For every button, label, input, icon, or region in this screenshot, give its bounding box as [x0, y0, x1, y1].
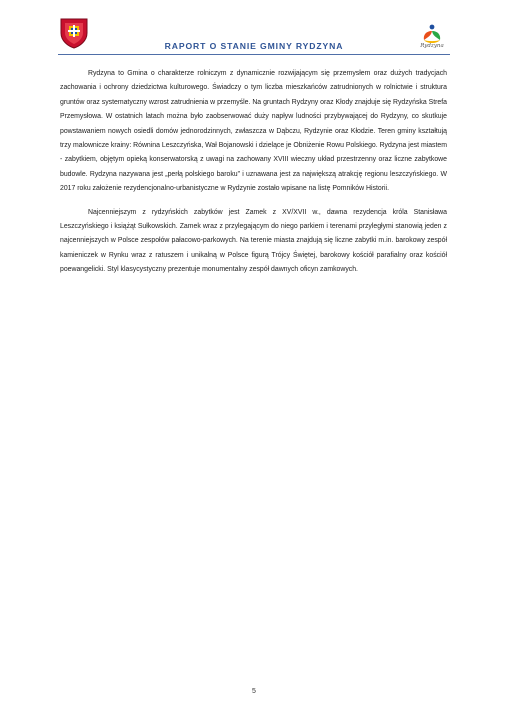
- paragraph-monuments: Najcenniejszym z rydzyńskich zabytków jest Zamek z XV/XVII w., dawna rezydencja króla Stanisława Leszczyńskiego i książąt Sułkowskich. Zamek wraz z przylegającym do niego parkiem i terenami przyległymi stanowią jeden z najcenniejszych w Polsce zespołów pałacowo-parkowych. Na terenie miasta znajdują się liczne zabytki m.in. barokowy zespół kamieniczek w Rynku wraz z ratuszem i unikalną w Polsce figurą Trójcy Świętej, barokowy kościół parafialny oraz kościół poewangelicki. Styl klasycystyczny prezentuje monumentalny zespół dawnych oficyn zamkowych.: [60, 208, 447, 274]
- paragraph-intro: Rydzyna to Gmina o charakterze rolniczym z dynamicznie rozwijającym się przemysłem oraz dużych tradycjach zachowania i ochrony dziedzictwa kulturowego. Świadczy o tym liczba mieszkańców zatrudnionych w rolnictwie i struktura gruntów oraz systematyczny wzrost zatrudnienia w przemyśle. Na gruntach Rydzyny oraz Kłody znajduje się Rydzyńska Strefa Przemysłowa. W ostatnich latach można było zaobserwować duży napływ ludności przybywającej do Rydzyny, co skutkuje powstawaniem nowych osiedli domów jednorodzinnych, zwłaszcza w Dąbczu, Rydzynie oraz Kłodzie. Teren gminy kształtują trzy malownicze krainy: Równina Leszczyńska, Wał Bojanowski i dzielące je Obniżenie Rowu Polskiego. Rydzyna jest miastem - zabytkiem, objętym opieką konserwatorską z uwagi na zachowany XVIII wieczny układ przestrzenny oraz liczne zabytkowe budowle. Rydzyna nazywana jest „perłą polskiego baroku” i uznawana jest za największą atrakcję regionu leszczyńskiego. W 2017 roku założenie rezydencjonalno-urbanistyczne w Rydzynie zostało wpisane na listę Pomników Historii.: [60, 70, 447, 193]
- body-text: [60, 67, 447, 287]
- report-title: RAPORT O STANIE GMINY RYDZYNA: [164, 41, 344, 51]
- header-divider: [58, 54, 450, 55]
- page-number: 5: [252, 688, 256, 695]
- logo-text: Rydzyna: [420, 43, 444, 49]
- gmina-rydzyna-logo-icon: [416, 17, 448, 57]
